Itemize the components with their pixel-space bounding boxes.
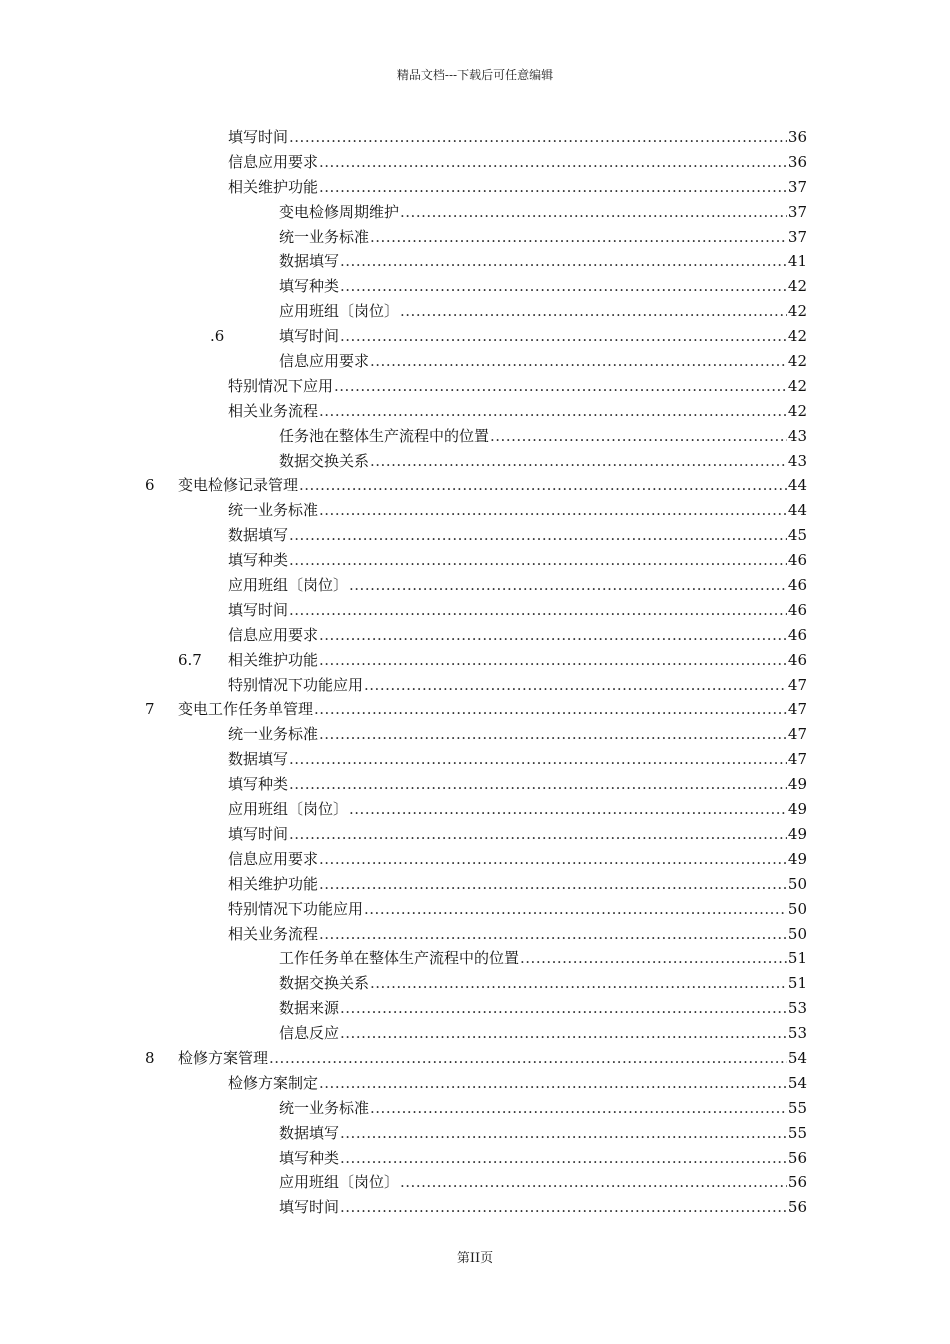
toc-entry-title: 信息应用要求 xyxy=(279,352,370,371)
toc-entry-page: 51 xyxy=(787,949,807,968)
toc-entry-title: 数据交换关系 xyxy=(279,974,370,993)
toc-dot-leader xyxy=(370,449,787,474)
toc-entry[interactable] xyxy=(0,1046,950,1071)
toc-entry[interactable] xyxy=(0,225,950,250)
toc-entry-number: 6 xyxy=(145,476,155,495)
toc-entry-page: 46 xyxy=(787,625,807,644)
toc-entry-page: 47 xyxy=(787,725,807,744)
toc-entry-line xyxy=(279,1170,807,1195)
toc-entry-line xyxy=(228,498,807,523)
toc-entry-page: 50 xyxy=(787,874,807,893)
toc-dot-leader xyxy=(400,200,787,225)
toc-entry-page: 42 xyxy=(787,401,807,420)
toc-entry[interactable] xyxy=(0,424,950,449)
toc-entry-page: 37 xyxy=(787,227,807,246)
toc-dot-leader xyxy=(340,1021,787,1046)
toc-entry-line xyxy=(279,996,807,1021)
toc-dot-leader xyxy=(289,747,787,772)
toc-entry-line xyxy=(279,249,807,274)
toc-dot-leader xyxy=(349,573,787,598)
toc-entry[interactable] xyxy=(0,1170,950,1195)
toc-entry-page: 36 xyxy=(787,152,807,171)
toc-entry-title: 填写种类 xyxy=(279,1148,340,1167)
toc-entry-title: 统一业务标准 xyxy=(228,501,319,520)
toc-entry-page: 36 xyxy=(787,128,807,146)
toc-entry-title: 填写时间 xyxy=(228,600,289,619)
toc-entry-line xyxy=(228,722,807,747)
toc-entry-page: 49 xyxy=(787,849,807,868)
toc-entry-line xyxy=(228,623,807,648)
toc-entry-line xyxy=(228,175,807,200)
toc-entry-page: 55 xyxy=(787,1123,807,1142)
toc-dot-leader xyxy=(370,225,787,250)
toc-entry-title: 填写时间 xyxy=(228,824,289,843)
toc-dot-leader xyxy=(370,971,787,996)
toc-dot-leader xyxy=(370,1096,787,1121)
toc-entry-title: 检修方案管理 xyxy=(178,1048,269,1067)
toc-entry-page: 42 xyxy=(787,376,807,395)
toc-entry-title: 填写时间 xyxy=(279,1198,340,1217)
toc-entry[interactable] xyxy=(0,449,950,474)
toc-entry[interactable] xyxy=(0,399,950,424)
toc-entry[interactable] xyxy=(0,772,950,797)
toc-entry-line xyxy=(279,449,807,474)
toc-entry[interactable] xyxy=(0,971,950,996)
toc-dot-leader xyxy=(289,548,787,573)
toc-entry[interactable] xyxy=(0,349,950,374)
toc-entry-page: 47 xyxy=(787,675,807,694)
toc-entry-title: 相关维护功能 xyxy=(228,874,319,893)
toc-entry-line xyxy=(228,523,807,548)
toc-entry[interactable] xyxy=(0,374,950,399)
toc-entry-page: 44 xyxy=(787,501,807,520)
toc-entry-line xyxy=(279,1121,807,1146)
toc-entry-line xyxy=(228,399,807,424)
toc-entry[interactable] xyxy=(0,274,950,299)
toc-entry[interactable] xyxy=(0,946,950,971)
toc-dot-leader xyxy=(349,797,787,822)
toc-entry-line xyxy=(228,1071,807,1096)
toc-entry[interactable] xyxy=(0,299,950,324)
toc-entry-title: 数据填写 xyxy=(279,252,340,271)
toc-entry-page: 43 xyxy=(787,451,807,470)
toc-entry-line xyxy=(228,797,807,822)
toc-dot-leader xyxy=(289,125,787,150)
toc-entry[interactable] xyxy=(0,324,950,349)
toc-entry[interactable] xyxy=(0,473,950,498)
toc-entry-line xyxy=(279,324,807,349)
toc-dot-leader xyxy=(319,847,787,872)
toc-entry-title: 填写种类 xyxy=(228,551,289,570)
toc-entry-title: 信息应用要求 xyxy=(228,152,319,171)
toc-entry-line xyxy=(228,747,807,772)
toc-entry-title: 数据填写 xyxy=(228,750,289,769)
toc-entry[interactable] xyxy=(0,697,950,722)
toc-dot-leader xyxy=(400,1170,787,1195)
toc-entry-number: 6.7 xyxy=(178,650,202,669)
toc-entry-line xyxy=(228,573,807,598)
toc-dot-leader xyxy=(289,598,787,623)
toc-entry-title: 任务池在整体生产流程中的位置 xyxy=(279,426,490,445)
toc-dot-leader xyxy=(400,299,787,324)
toc-dot-leader xyxy=(319,722,787,747)
toc-entry-title: 变电工作任务单管理 xyxy=(178,700,314,719)
toc-entry-title: 变电检修记录管理 xyxy=(178,476,299,495)
toc-entry-page: 46 xyxy=(787,600,807,619)
toc-dot-leader xyxy=(370,349,787,374)
toc-entry-line xyxy=(178,473,807,498)
toc-entry-page: 56 xyxy=(787,1198,807,1217)
toc-entry-title: 检修方案制定 xyxy=(228,1073,319,1092)
toc-entry-title: 应用班组〔岗位〕 xyxy=(279,302,400,321)
toc-entry[interactable] xyxy=(0,1096,950,1121)
toc-entry[interactable] xyxy=(0,872,950,897)
toc-dot-leader xyxy=(340,996,787,1021)
toc-entry[interactable] xyxy=(0,573,950,598)
toc-entry-title: 相关业务流程 xyxy=(228,401,319,420)
toc-entry[interactable] xyxy=(0,996,950,1021)
toc-entry-line xyxy=(228,648,807,673)
toc-dot-leader xyxy=(289,523,787,548)
toc-entry-line xyxy=(228,822,807,847)
toc-entry-title: 应用班组〔岗位〕 xyxy=(228,576,349,595)
toc-entry[interactable] xyxy=(0,523,950,548)
toc-entry[interactable] xyxy=(0,1146,950,1171)
toc-entry-line xyxy=(279,1146,807,1171)
toc-entry[interactable] xyxy=(0,822,950,847)
toc-entry-page: 53 xyxy=(787,999,807,1018)
toc-entry-line xyxy=(228,374,807,399)
toc-entry-page: 55 xyxy=(787,1098,807,1117)
toc-dot-leader xyxy=(319,399,787,424)
toc-entry-title: 相关业务流程 xyxy=(228,924,319,943)
toc-entry[interactable] xyxy=(0,897,950,922)
toc-dot-leader xyxy=(340,274,787,299)
toc-entry[interactable] xyxy=(0,249,950,274)
toc-entry[interactable] xyxy=(0,498,950,523)
toc-dot-leader xyxy=(269,1046,787,1071)
toc-entry-page: 50 xyxy=(787,899,807,918)
toc-entry-title: 数据填写 xyxy=(228,526,289,545)
toc-dot-leader xyxy=(490,424,787,449)
toc-entry-title: 特别情况下功能应用 xyxy=(228,675,364,694)
toc-entry-page: 46 xyxy=(787,576,807,595)
toc-entry-title: 统一业务标准 xyxy=(279,227,370,246)
toc-dot-leader xyxy=(319,1071,787,1096)
page-footer: 第II页 xyxy=(456,1251,494,1266)
toc-dot-leader xyxy=(340,1195,787,1220)
toc-entry[interactable] xyxy=(0,797,950,822)
toc-entry-line xyxy=(178,1046,807,1071)
page-header: 精品文档---下载后可任意编辑 xyxy=(396,68,554,82)
table-of-contents xyxy=(0,125,950,1220)
toc-dot-leader xyxy=(364,897,787,922)
toc-entry-title: 填写种类 xyxy=(228,775,289,794)
toc-entry-page: 56 xyxy=(787,1148,807,1167)
toc-entry-line xyxy=(279,349,807,374)
toc-entry-page: 56 xyxy=(787,1173,807,1192)
toc-entry-page: 42 xyxy=(787,352,807,371)
toc-entry-page: 41 xyxy=(787,252,807,271)
toc-entry[interactable] xyxy=(0,648,950,673)
toc-entry[interactable] xyxy=(0,623,950,648)
toc-entry-title: 数据来源 xyxy=(279,999,340,1018)
toc-entry[interactable] xyxy=(0,175,950,200)
toc-entry-title: 信息反应 xyxy=(279,1024,340,1043)
toc-entry-line xyxy=(279,946,807,971)
toc-dot-leader xyxy=(520,946,787,971)
toc-entry-title: 应用班组〔岗位〕 xyxy=(279,1173,400,1192)
toc-entry-title: 数据填写 xyxy=(279,1123,340,1142)
toc-dot-leader xyxy=(319,498,787,523)
toc-entry-line xyxy=(279,424,807,449)
toc-entry-line xyxy=(279,1096,807,1121)
toc-dot-leader xyxy=(319,648,787,673)
toc-entry-page: 49 xyxy=(787,800,807,819)
toc-entry[interactable] xyxy=(0,150,950,175)
toc-entry-line xyxy=(279,971,807,996)
toc-entry-line xyxy=(178,697,807,722)
toc-entry-page: 51 xyxy=(787,974,807,993)
toc-entry-line xyxy=(279,274,807,299)
toc-entry-page: 42 xyxy=(787,302,807,321)
toc-entry-line xyxy=(279,200,807,225)
toc-entry-title: 相关维护功能 xyxy=(228,650,319,669)
toc-entry-line xyxy=(228,922,807,947)
toc-entry-title: 相关维护功能 xyxy=(228,177,319,196)
toc-entry-title: 填写时间 xyxy=(279,327,340,346)
toc-dot-leader xyxy=(319,623,787,648)
toc-dot-leader xyxy=(340,1146,787,1171)
toc-entry-line xyxy=(228,847,807,872)
toc-entry-page: 53 xyxy=(787,1024,807,1043)
toc-entry-title: 信息应用要求 xyxy=(228,625,319,644)
toc-entry[interactable] xyxy=(0,722,950,747)
toc-entry-page: 45 xyxy=(787,526,807,545)
toc-entry-page: 47 xyxy=(787,700,807,719)
toc-dot-leader xyxy=(289,822,787,847)
toc-dot-leader xyxy=(319,922,787,947)
toc-entry-page: 46 xyxy=(787,551,807,570)
toc-entry-page: 50 xyxy=(787,924,807,943)
toc-entry-line xyxy=(279,299,807,324)
toc-entry-line xyxy=(228,897,807,922)
toc-dot-leader xyxy=(299,473,787,498)
toc-dot-leader xyxy=(314,697,787,722)
toc-entry-page: 42 xyxy=(787,277,807,296)
toc-dot-leader xyxy=(289,772,787,797)
toc-entry[interactable] xyxy=(0,125,950,150)
toc-entry-line xyxy=(228,598,807,623)
toc-entry-line xyxy=(279,1195,807,1220)
toc-entry-line xyxy=(228,548,807,573)
toc-dot-leader xyxy=(340,324,787,349)
toc-entry-page: 49 xyxy=(787,775,807,794)
toc-entry-page: 44 xyxy=(787,476,807,495)
toc-entry-title: 信息应用要求 xyxy=(228,849,319,868)
toc-entry[interactable] xyxy=(0,673,950,698)
toc-entry-title: 数据交换关系 xyxy=(279,451,370,470)
toc-entry-line xyxy=(279,1021,807,1046)
toc-entry[interactable] xyxy=(0,1195,950,1220)
toc-dot-leader xyxy=(364,673,787,698)
toc-dot-leader xyxy=(334,374,787,399)
toc-entry-page: 37 xyxy=(787,202,807,221)
toc-entry-line xyxy=(228,125,807,150)
toc-entry-title: 特别情况下功能应用 xyxy=(228,899,364,918)
toc-entry[interactable] xyxy=(0,548,950,573)
toc-dot-leader xyxy=(340,1121,787,1146)
toc-entry-title: 统一业务标准 xyxy=(228,725,319,744)
toc-entry[interactable] xyxy=(0,1071,950,1096)
toc-entry-page: 54 xyxy=(787,1048,807,1067)
toc-entry-page: 37 xyxy=(787,177,807,196)
toc-entry[interactable] xyxy=(0,747,950,772)
toc-entry-number: .6 xyxy=(210,327,225,346)
toc-entry-title: 统一业务标准 xyxy=(279,1098,370,1117)
toc-entry-line xyxy=(279,225,807,250)
toc-entry-title: 填写种类 xyxy=(279,277,340,296)
toc-entry-line xyxy=(228,772,807,797)
toc-entry-page: 42 xyxy=(787,327,807,346)
toc-entry-title: 填写时间 xyxy=(228,128,289,146)
toc-entry-line xyxy=(228,872,807,897)
toc-dot-leader xyxy=(319,150,787,175)
toc-entry-line xyxy=(228,673,807,698)
toc-entry[interactable] xyxy=(0,922,950,947)
toc-entry[interactable] xyxy=(0,598,950,623)
toc-entry-line xyxy=(228,150,807,175)
toc-dot-leader xyxy=(319,872,787,897)
toc-dot-leader xyxy=(340,249,787,274)
toc-entry-page: 46 xyxy=(787,650,807,669)
toc-entry-page: 43 xyxy=(787,426,807,445)
toc-entry-number: 7 xyxy=(145,700,155,719)
toc-dot-leader xyxy=(319,175,787,200)
toc-entry-number: 8 xyxy=(145,1048,155,1067)
toc-entry-title: 特别情况下应用 xyxy=(228,376,334,395)
toc-entry-title: 工作任务单在整体生产流程中的位置 xyxy=(279,949,520,968)
toc-entry[interactable] xyxy=(0,1121,950,1146)
toc-entry-page: 54 xyxy=(787,1073,807,1092)
toc-entry-title: 应用班组〔岗位〕 xyxy=(228,800,349,819)
toc-entry-page: 47 xyxy=(787,750,807,769)
toc-entry[interactable] xyxy=(0,1021,950,1046)
toc-entry-page: 49 xyxy=(787,824,807,843)
toc-entry-title: 变电检修周期维护 xyxy=(279,202,400,221)
toc-entry[interactable] xyxy=(0,200,950,225)
toc-entry[interactable] xyxy=(0,847,950,872)
